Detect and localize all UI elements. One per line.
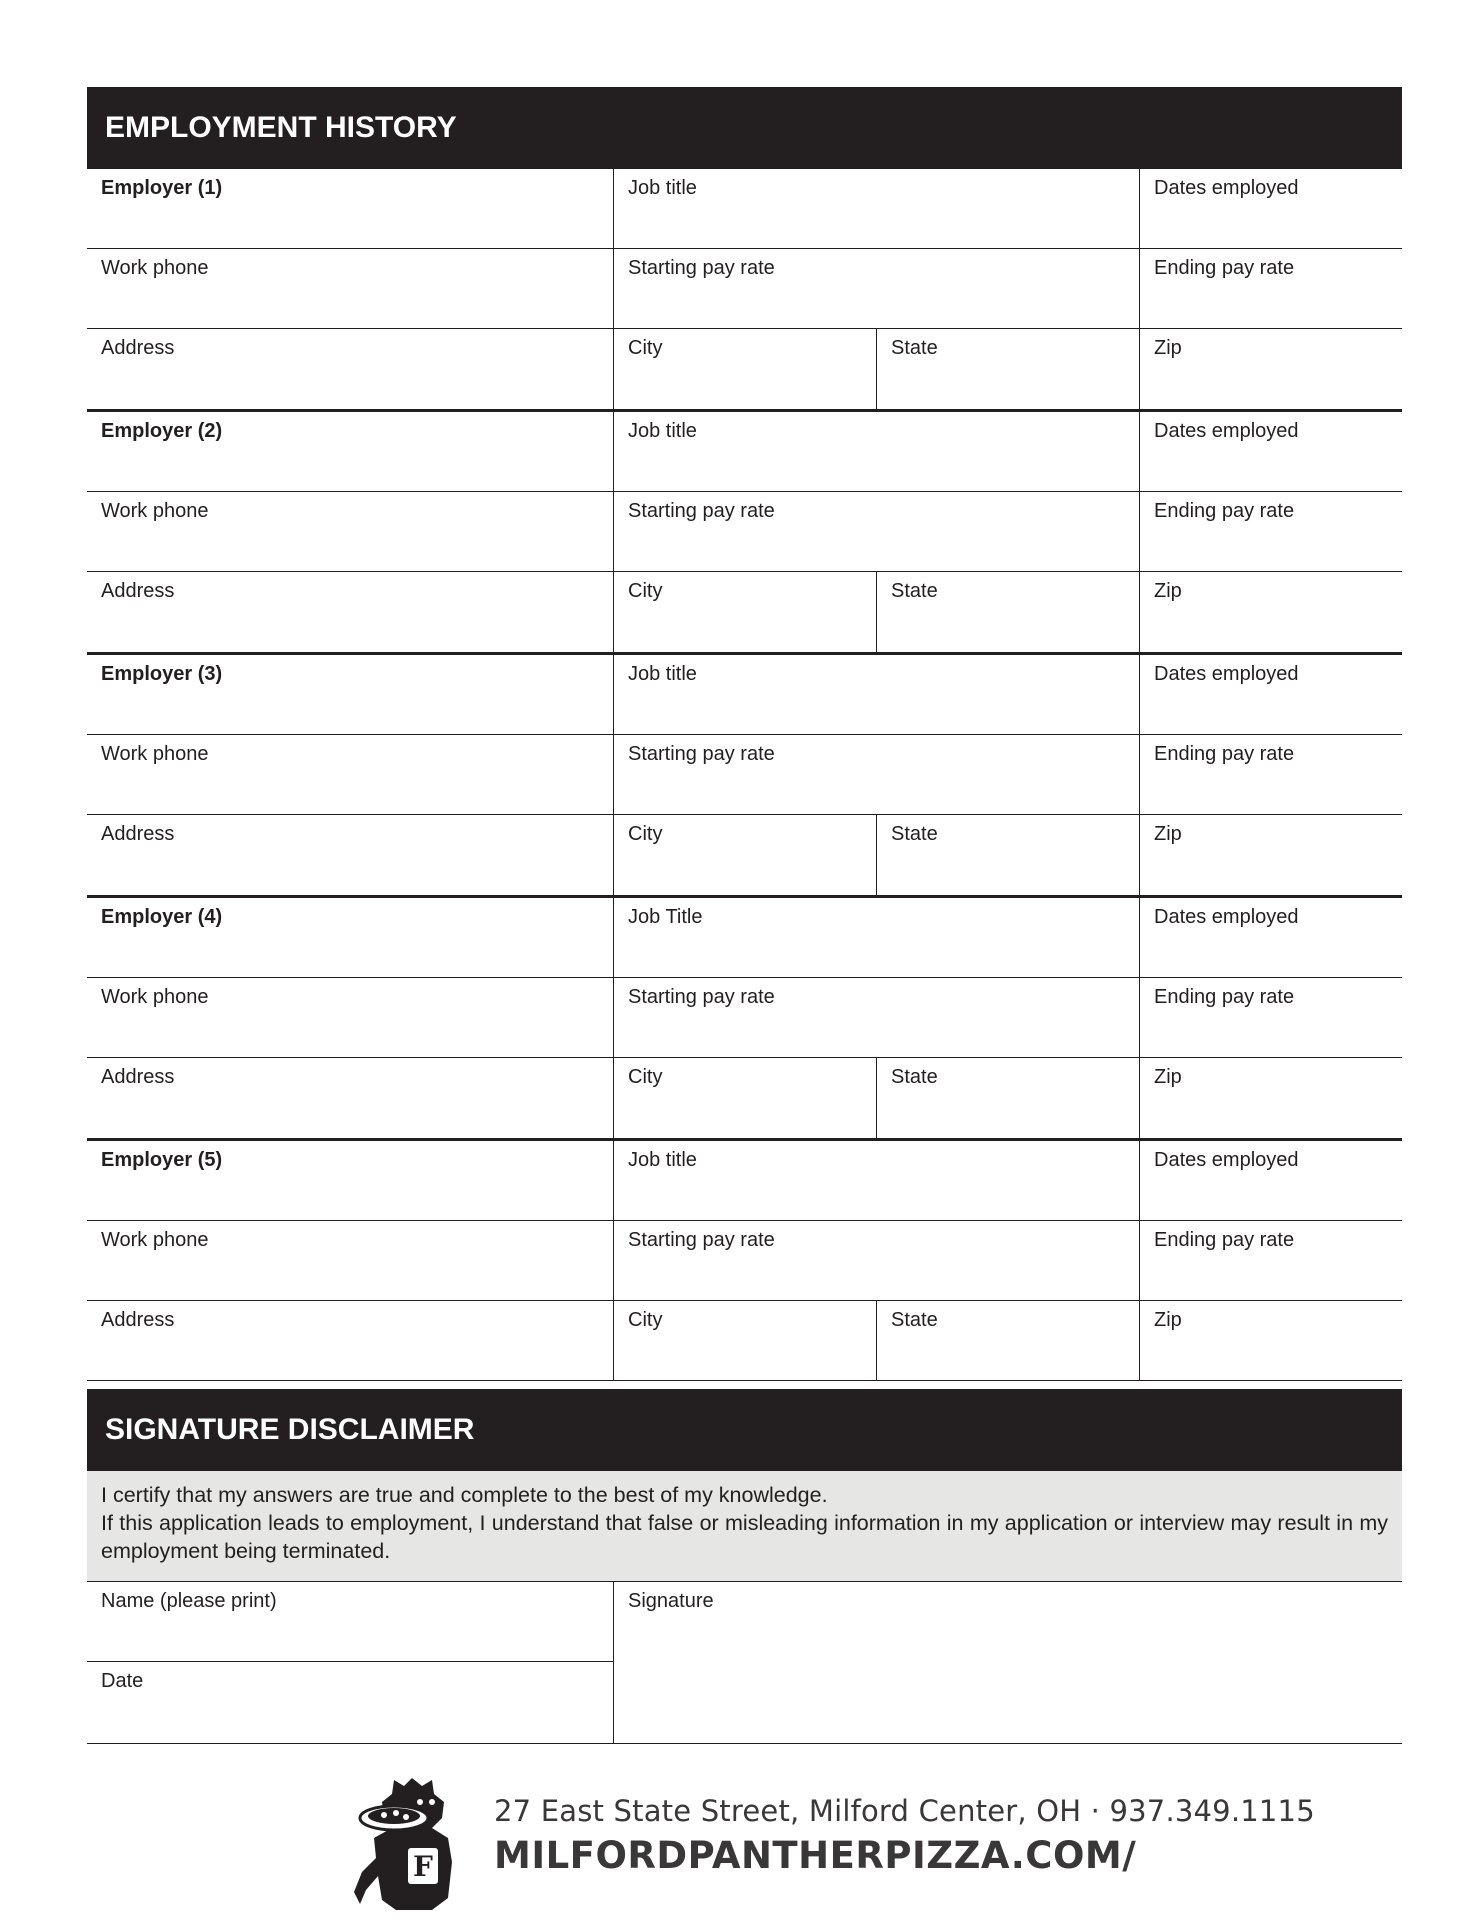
job-title-field[interactable] [613,898,1139,978]
ending-pay-rate-field[interactable] [1139,492,1402,572]
zip-field-label: Zip [1154,337,1182,359]
disclaimer-line-1: I certify that my answers are true and complete to the best of my knowledge. [101,1483,828,1507]
job-title-field[interactable] [613,169,1139,249]
ending-pay-rate-field-label: Ending pay rate [1154,1229,1295,1251]
work-phone-field[interactable] [87,978,613,1058]
employer-block [87,652,1402,895]
ending-pay-rate-field[interactable] [1139,1221,1402,1301]
city-field-label: City [628,337,663,359]
work-phone-field-label: Work phone [101,743,209,765]
ending-pay-rate-field[interactable] [1139,249,1402,329]
application-page [87,87,1402,1744]
logo-letter: F [413,1850,433,1883]
employer-name-field[interactable] [87,898,613,978]
disclaimer-line-2: If this application leads to employment, I understand that false or misleading information in my application or interview may result in my employment being terminated. [101,1511,1388,1563]
address-field-label: Address [101,823,175,845]
dates-employed-field[interactable] [1139,1141,1402,1221]
zip-field-label: Zip [1154,823,1182,845]
ending-pay-rate-field[interactable] [1139,978,1402,1058]
city-field-label: City [628,823,663,845]
address-field[interactable] [87,1301,613,1381]
dates-employed-field-label: Dates employed [1154,177,1299,199]
city-field[interactable] [613,1058,876,1138]
starting-pay-rate-field-label: Starting pay rate [628,743,775,765]
date-field-label: Date [101,1670,144,1692]
footer-address: 27 East State Street, Milford Center, OH · 937.349.1115 [494,1794,1315,1828]
starting-pay-rate-field-label: Starting pay rate [628,257,775,279]
footer [352,1772,1315,1912]
address-field-label: Address [101,580,175,602]
city-field[interactable] [613,329,876,409]
state-field[interactable] [876,1058,1139,1138]
city-field[interactable] [613,815,876,895]
address-field[interactable] [87,1058,613,1138]
work-phone-field-label: Work phone [101,500,209,522]
job-title-field-label: Job title [628,177,697,199]
employer-block [87,409,1402,652]
zip-field-label: Zip [1154,1309,1182,1331]
employer-name-field[interactable] [87,169,613,249]
city-field-label: City [628,580,663,602]
zip-field-label: Zip [1154,580,1182,602]
panther-pizza-logo-icon [352,1772,472,1912]
zip-field[interactable] [1139,815,1402,895]
job-title-field-label: Job Title [628,906,703,928]
dates-employed-field-label: Dates employed [1154,906,1299,928]
dates-employed-field[interactable] [1139,169,1402,249]
starting-pay-rate-field-label: Starting pay rate [628,986,775,1008]
ending-pay-rate-field-label: Ending pay rate [1154,743,1295,765]
dates-employed-field-label: Dates employed [1154,663,1299,685]
dates-employed-field[interactable] [1139,412,1402,492]
signature-disclaimer-header [87,1389,1402,1471]
date-field[interactable] [87,1662,613,1743]
signature-field[interactable] [613,1582,1402,1743]
city-field-label: City [628,1066,663,1088]
work-phone-field-label: Work phone [101,986,209,1008]
address-field-label: Address [101,1066,175,1088]
work-phone-field[interactable] [87,249,613,329]
employer-name-field-label: Employer (4) [101,906,223,928]
city-field[interactable] [613,572,876,652]
job-title-field-label: Job title [628,663,697,685]
footer-website-link[interactable]: MILFORDPANTHERPIZZA.COM/ [494,1834,1137,1877]
address-field[interactable] [87,572,613,652]
address-field-label: Address [101,1309,175,1331]
zip-field-label: Zip [1154,1066,1182,1088]
employer-name-field[interactable] [87,412,613,492]
ending-pay-rate-field-label: Ending pay rate [1154,257,1295,279]
signature-fields [87,1582,1402,1744]
state-field[interactable] [876,815,1139,895]
ending-pay-rate-field-label: Ending pay rate [1154,986,1295,1008]
work-phone-field[interactable] [87,492,613,572]
job-title-field[interactable] [613,1141,1139,1221]
address-field-label: Address [101,337,175,359]
state-field-label: State [891,823,938,845]
employer-name-field-label: Employer (3) [101,663,223,685]
zip-field[interactable] [1139,572,1402,652]
state-field[interactable] [876,1301,1139,1381]
state-field-label: State [891,1309,938,1331]
city-field[interactable] [613,1301,876,1381]
zip-field[interactable] [1139,1058,1402,1138]
employer-name-field-label: Employer (2) [101,420,223,442]
employer-name-field[interactable] [87,655,613,735]
work-phone-field[interactable] [87,735,613,815]
zip-field[interactable] [1139,1301,1402,1381]
starting-pay-rate-field-label: Starting pay rate [628,1229,775,1251]
ending-pay-rate-field-label: Ending pay rate [1154,500,1295,522]
disclaimer-text [87,1471,1402,1582]
work-phone-field-label: Work phone [101,257,209,279]
starting-pay-rate-field[interactable] [613,1221,1139,1301]
zip-field[interactable] [1139,329,1402,409]
employer-block [87,895,1402,1138]
work-phone-field-label: Work phone [101,1229,209,1251]
employer-block [87,169,1402,409]
job-title-field[interactable] [613,412,1139,492]
starting-pay-rate-field[interactable] [613,249,1139,329]
starting-pay-rate-field[interactable] [613,492,1139,572]
job-title-field-label: Job title [628,1149,697,1171]
employer-block [87,1138,1402,1381]
starting-pay-rate-field[interactable] [613,978,1139,1058]
dates-employed-field[interactable] [1139,655,1402,735]
state-field-label: State [891,337,938,359]
name-field-label: Name (please print) [101,1590,277,1612]
state-field[interactable] [876,572,1139,652]
address-field[interactable] [87,815,613,895]
dates-employed-field-label: Dates employed [1154,420,1299,442]
state-field[interactable] [876,329,1139,409]
name-field[interactable] [87,1582,613,1662]
employment-history-title: EMPLOYMENT HISTORY [105,111,457,144]
starting-pay-rate-field-label: Starting pay rate [628,500,775,522]
dates-employed-field[interactable] [1139,898,1402,978]
dates-employed-field-label: Dates employed [1154,1149,1299,1171]
employer-list [87,169,1402,1381]
city-field-label: City [628,1309,663,1331]
signature-field-label: Signature [628,1590,714,1612]
job-title-field-label: Job title [628,420,697,442]
state-field-label: State [891,1066,938,1088]
employer-name-field[interactable] [87,1141,613,1221]
employer-name-field-label: Employer (1) [101,177,223,199]
employer-name-field-label: Employer (5) [101,1149,223,1171]
starting-pay-rate-field[interactable] [613,735,1139,815]
state-field-label: State [891,580,938,602]
ending-pay-rate-field[interactable] [1139,735,1402,815]
work-phone-field[interactable] [87,1221,613,1301]
employment-history-header [87,87,1402,169]
address-field[interactable] [87,329,613,409]
job-title-field[interactable] [613,655,1139,735]
signature-disclaimer-title: SIGNATURE DISCLAIMER [105,1413,475,1446]
